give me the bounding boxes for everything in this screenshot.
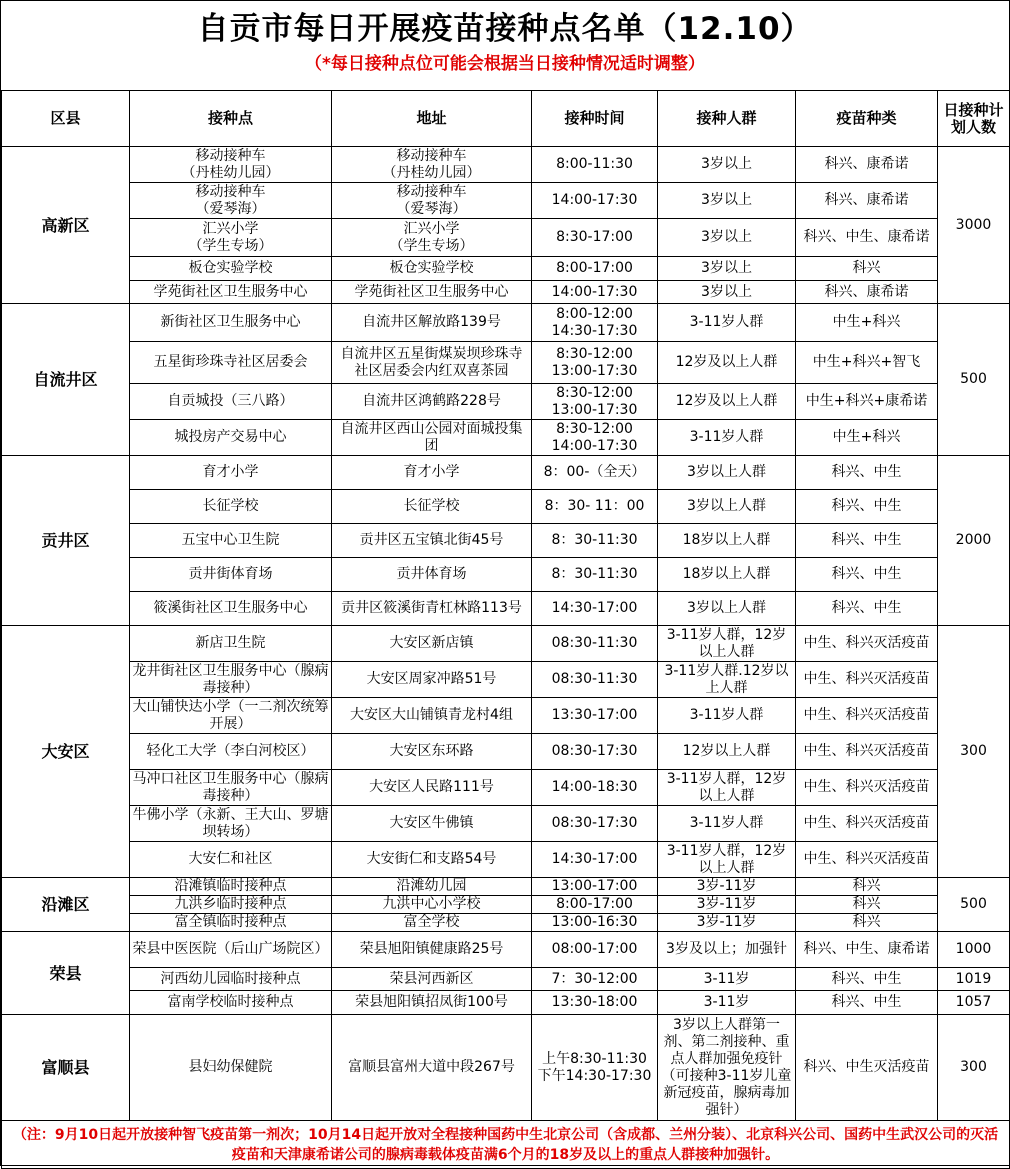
time-cell: 8:30-12:00 13:00-17:30 <box>532 384 658 420</box>
vaccine-cell: 科兴、中生灭活疫苗 <box>796 1015 938 1121</box>
group-cell: 3-11岁人群 <box>658 420 796 456</box>
site-cell: 汇兴小学 （学生专场） <box>130 219 332 257</box>
vaccine-cell: 科兴、康希诺 <box>796 147 938 183</box>
site-cell: 轻化工大学（李白河校区） <box>130 734 332 770</box>
address-cell: 大安区人民路111号 <box>332 770 532 806</box>
group-cell: 3岁以上人群第一剂、第二剂接种、重点人群加强免疫针（可接种3-11岁儿童新冠疫苗，腺病毒加强针） <box>658 1015 796 1121</box>
group-cell: 18岁以上人群 <box>658 524 796 558</box>
vaccine-cell: 中生、科兴灭活疫苗 <box>796 806 938 842</box>
table-row <box>2 806 1010 842</box>
address-cell: 九洪中心小学校 <box>332 896 532 914</box>
vaccine-cell: 科兴 <box>796 896 938 914</box>
group-cell: 3岁以上人群 <box>658 592 796 626</box>
header-address: 地址 <box>332 91 532 147</box>
vaccine-cell: 中生+科兴+康希诺 <box>796 384 938 420</box>
time-cell: 8:00-17:00 <box>532 896 658 914</box>
plan-cell: 1057 <box>938 991 1010 1015</box>
table-row <box>2 842 1010 878</box>
time-cell: 13:30-18:00 <box>532 991 658 1015</box>
address-cell: 板仓实验学校 <box>332 257 532 281</box>
table-row <box>2 257 1010 281</box>
district-cell: 自流井区 <box>2 304 130 456</box>
group-cell: 3岁-11岁 <box>658 914 796 932</box>
time-cell: 13:30-17:00 <box>532 698 658 734</box>
table-row <box>2 420 1010 456</box>
table-row <box>2 384 1010 420</box>
table-row <box>2 490 1010 524</box>
address-cell: 大安街仁和支路54号 <box>332 842 532 878</box>
time-cell: 14:00-17:30 <box>532 183 658 219</box>
site-cell: 河西幼儿园临时接种点 <box>130 968 332 991</box>
vaccination-table <box>1 90 1010 1169</box>
vaccine-cell: 中生、科兴灭活疫苗 <box>796 662 938 698</box>
table-row <box>2 932 1010 968</box>
vaccine-cell: 中生、科兴灭活疫苗 <box>796 698 938 734</box>
vaccine-cell: 科兴、康希诺 <box>796 183 938 219</box>
address-cell: 自流井区五星街煤炭坝珍珠寺社区居委会内红双喜茶园 <box>332 342 532 384</box>
page-subtitle: （*每日接种点位可能会根据当日接种情况适时调整） <box>305 54 705 74</box>
vaccine-cell: 科兴、中生 <box>796 490 938 524</box>
table-row <box>2 592 1010 626</box>
table-header-row <box>2 91 1010 147</box>
vaccine-cell: 中生、科兴灭活疫苗 <box>796 626 938 662</box>
group-cell: 3-11岁人群 <box>658 806 796 842</box>
address-cell: 贡井区五宝镇北街45号 <box>332 524 532 558</box>
time-cell: 8:30-12:00 14:00-17:30 <box>532 420 658 456</box>
site-cell: 沿滩镇临时接种点 <box>130 878 332 896</box>
group-cell: 3岁-11岁 <box>658 896 796 914</box>
group-cell: 3岁及以上；加强针 <box>658 932 796 968</box>
footnote-row <box>2 1121 1010 1169</box>
address-cell: 贡井体育场 <box>332 558 532 592</box>
group-cell: 3岁以上 <box>658 183 796 219</box>
vaccine-cell: 科兴、中生、康希诺 <box>796 932 938 968</box>
address-cell: 自流井区西山公园对面城投集团 <box>332 420 532 456</box>
site-cell: 九洪乡临时接种点 <box>130 896 332 914</box>
address-cell: 汇兴小学 （学生专场） <box>332 219 532 257</box>
time-cell: 14:00-18:30 <box>532 770 658 806</box>
header-time: 接种时间 <box>532 91 658 147</box>
table-body <box>2 147 1010 1169</box>
site-cell: 荣县中医医院（后山广场院区） <box>130 932 332 968</box>
table-row <box>2 524 1010 558</box>
plan-cell: 2000 <box>938 456 1010 626</box>
vaccine-cell: 科兴、康希诺 <box>796 281 938 304</box>
group-cell: 3岁以上 <box>658 219 796 257</box>
group-cell: 12岁及以上人群 <box>658 342 796 384</box>
address-cell: 大安区新店镇 <box>332 626 532 662</box>
site-cell: 牛佛小学（永新、王大山、罗塘坝转场） <box>130 806 332 842</box>
site-cell: 新店卫生院 <box>130 626 332 662</box>
group-cell: 3-11岁 <box>658 991 796 1015</box>
site-cell: 育才小学 <box>130 456 332 490</box>
plan-cell: 3000 <box>938 147 1010 304</box>
time-cell: 8:00-11:30 <box>532 147 658 183</box>
address-cell: 自流井区鸿鹤路228号 <box>332 384 532 420</box>
time-cell: 上午8:30-11:30 下午14:30-17:30 <box>532 1015 658 1121</box>
table-row <box>2 1015 1010 1121</box>
district-cell: 大安区 <box>2 626 130 878</box>
group-cell: 3-11岁人群，12岁以上人群 <box>658 626 796 662</box>
footnote: （注：9月10日起开放接种智飞疫苗第一剂次；10月14日起开放对全程接种国药中生北京公司（含成都、兰州分装）、北京科兴公司、国药中生武汉公司的灭活疫苗和天津康希诺公司的腺病毒载体疫苗满6个月的18岁及以上的重点人群接种加强针。 <box>2 1121 1010 1169</box>
district-cell: 富顺县 <box>2 1015 130 1121</box>
group-cell: 3-11岁人群，12岁以上人群 <box>658 842 796 878</box>
time-cell: 8:30-17:00 <box>532 219 658 257</box>
table-row <box>2 770 1010 806</box>
time-cell: 8：30-11:30 <box>532 558 658 592</box>
district-cell: 贡井区 <box>2 456 130 626</box>
table-row <box>2 219 1010 257</box>
group-cell: 12岁及以上人群 <box>658 384 796 420</box>
address-cell: 沿滩幼儿园 <box>332 878 532 896</box>
table-row <box>2 878 1010 896</box>
address-cell: 移动接种车 （丹桂幼儿园） <box>332 147 532 183</box>
group-cell: 3岁以上人群 <box>658 490 796 524</box>
group-cell: 3岁-11岁 <box>658 878 796 896</box>
address-cell: 长征学校 <box>332 490 532 524</box>
group-cell: 3-11岁人群 <box>658 698 796 734</box>
table-row <box>2 558 1010 592</box>
vaccine-cell: 科兴 <box>796 914 938 932</box>
time-cell: 8:00-12:00 14:30-17:30 <box>532 304 658 342</box>
district-cell: 沿滩区 <box>2 878 130 932</box>
group-cell: 18岁以上人群 <box>658 558 796 592</box>
vaccine-cell: 科兴 <box>796 257 938 281</box>
address-cell: 自流井区解放路139号 <box>332 304 532 342</box>
time-cell: 08:00-17:00 <box>532 932 658 968</box>
group-cell: 3岁以上 <box>658 281 796 304</box>
header-site: 接种点 <box>130 91 332 147</box>
address-cell: 育才小学 <box>332 456 532 490</box>
plan-cell: 500 <box>938 304 1010 456</box>
table-row <box>2 281 1010 304</box>
plan-cell: 1019 <box>938 968 1010 991</box>
vaccine-cell: 科兴、中生 <box>796 558 938 592</box>
time-cell: 08:30-17:30 <box>532 734 658 770</box>
address-cell: 大安区东环路 <box>332 734 532 770</box>
time-cell: 7：30-12:00 <box>532 968 658 991</box>
address-cell: 大安区大山铺镇青龙村4组 <box>332 698 532 734</box>
vaccine-cell: 科兴、中生 <box>796 524 938 558</box>
site-cell: 自贡城投（三八路） <box>130 384 332 420</box>
vaccine-cell: 中生+科兴 <box>796 420 938 456</box>
header-district: 区县 <box>2 91 130 147</box>
group-cell: 3岁以上 <box>658 257 796 281</box>
site-cell: 筱溪街社区卫生服务中心 <box>130 592 332 626</box>
address-cell: 大安区周家冲路51号 <box>332 662 532 698</box>
table-row <box>2 734 1010 770</box>
site-cell: 马冲口社区卫生服务中心（腺病毒接种） <box>130 770 332 806</box>
time-cell: 8：30-11:30 <box>532 524 658 558</box>
group-cell: 3岁以上人群 <box>658 456 796 490</box>
table-row <box>2 914 1010 932</box>
vaccine-cell: 科兴、中生 <box>796 991 938 1015</box>
table-row <box>2 968 1010 991</box>
site-cell: 五宝中心卫生院 <box>130 524 332 558</box>
district-cell: 高新区 <box>2 147 130 304</box>
vaccine-cell: 中生+科兴+智飞 <box>796 342 938 384</box>
address-cell: 富全学校 <box>332 914 532 932</box>
time-cell: 08:30-11:30 <box>532 626 658 662</box>
table-row <box>2 456 1010 490</box>
vaccine-cell: 中生+科兴 <box>796 304 938 342</box>
group-cell: 3-11岁人群，12岁以上人群 <box>658 770 796 806</box>
vaccine-cell: 科兴、中生 <box>796 968 938 991</box>
site-cell: 富全镇临时接种点 <box>130 914 332 932</box>
site-cell: 大安仁和社区 <box>130 842 332 878</box>
vaccine-cell: 中生、科兴灭活疫苗 <box>796 734 938 770</box>
time-cell: 13:00-16:30 <box>532 914 658 932</box>
address-cell: 荣县旭阳镇健康路25号 <box>332 932 532 968</box>
vaccine-cell: 科兴、中生、康希诺 <box>796 219 938 257</box>
plan-cell: 300 <box>938 1015 1010 1121</box>
site-cell: 贡井街体育场 <box>130 558 332 592</box>
vaccine-cell: 科兴、中生 <box>796 592 938 626</box>
site-cell: 大山铺快达小学（一二剂次统筹开展） <box>130 698 332 734</box>
district-cell: 荣县 <box>2 932 130 1015</box>
time-cell: 8：00-（全天） <box>532 456 658 490</box>
table-row <box>2 662 1010 698</box>
site-cell: 五星街珍珠寺社区居委会 <box>130 342 332 384</box>
time-cell: 13:00-17:00 <box>532 878 658 896</box>
vaccine-cell: 中生、科兴灭活疫苗 <box>796 842 938 878</box>
group-cell: 12岁以上人群 <box>658 734 796 770</box>
address-cell: 学苑街社区卫生服务中心 <box>332 281 532 304</box>
address-cell: 贡井区筱溪街青杠林路113号 <box>332 592 532 626</box>
group-cell: 3-11岁人群 <box>658 304 796 342</box>
time-cell: 14:30-17:00 <box>532 592 658 626</box>
group-cell: 3-11岁人群.12岁以上人群 <box>658 662 796 698</box>
site-cell: 城投房产交易中心 <box>130 420 332 456</box>
time-cell: 08:30-17:30 <box>532 806 658 842</box>
site-cell: 龙井街社区卫生服务中心（腺病毒接种） <box>130 662 332 698</box>
table-row <box>2 896 1010 914</box>
page-title: 自贡市每日开展疫苗接种点名单（12.10） <box>197 11 813 47</box>
address-cell: 荣县河西新区 <box>332 968 532 991</box>
plan-cell: 300 <box>938 626 1010 878</box>
table-row <box>2 991 1010 1015</box>
time-cell: 8：30- 11：00 <box>532 490 658 524</box>
time-cell: 14:00-17:30 <box>532 281 658 304</box>
time-cell: 8:30-12:00 13:00-17:30 <box>532 342 658 384</box>
site-cell: 移动接种车 （丹桂幼儿园） <box>130 147 332 183</box>
table-row <box>2 304 1010 342</box>
address-cell: 富顺县富州大道中段267号 <box>332 1015 532 1121</box>
table-row <box>2 626 1010 662</box>
time-cell: 08:30-11:30 <box>532 662 658 698</box>
site-cell: 移动接种车 （爱琴海） <box>130 183 332 219</box>
time-cell: 14:30-17:00 <box>532 842 658 878</box>
table-row <box>2 698 1010 734</box>
group-cell: 3-11岁 <box>658 968 796 991</box>
vaccine-cell: 科兴、中生 <box>796 456 938 490</box>
site-cell: 县妇幼保健院 <box>130 1015 332 1121</box>
header-plan: 日接种计划人数 <box>938 91 1010 147</box>
time-cell: 8:00-17:00 <box>532 257 658 281</box>
group-cell: 3岁以上 <box>658 147 796 183</box>
site-cell: 板仓实验学校 <box>130 257 332 281</box>
address-cell: 大安区牛佛镇 <box>332 806 532 842</box>
site-cell: 长征学校 <box>130 490 332 524</box>
plan-cell: 1000 <box>938 932 1010 968</box>
site-cell: 新街社区卫生服务中心 <box>130 304 332 342</box>
table-row <box>2 183 1010 219</box>
header-vaccine: 疫苗种类 <box>796 91 938 147</box>
plan-cell: 500 <box>938 878 1010 932</box>
vaccine-cell: 科兴 <box>796 878 938 896</box>
table-row <box>2 342 1010 384</box>
vaccine-cell: 中生、科兴灭活疫苗 <box>796 770 938 806</box>
header-group: 接种人群 <box>658 91 796 147</box>
site-cell: 富南学校临时接种点 <box>130 991 332 1015</box>
site-cell: 学苑街社区卫生服务中心 <box>130 281 332 304</box>
address-cell: 移动接种车 （爱琴海） <box>332 183 532 219</box>
address-cell: 荣县旭阳镇招凤街100号 <box>332 991 532 1015</box>
table-row <box>2 147 1010 183</box>
